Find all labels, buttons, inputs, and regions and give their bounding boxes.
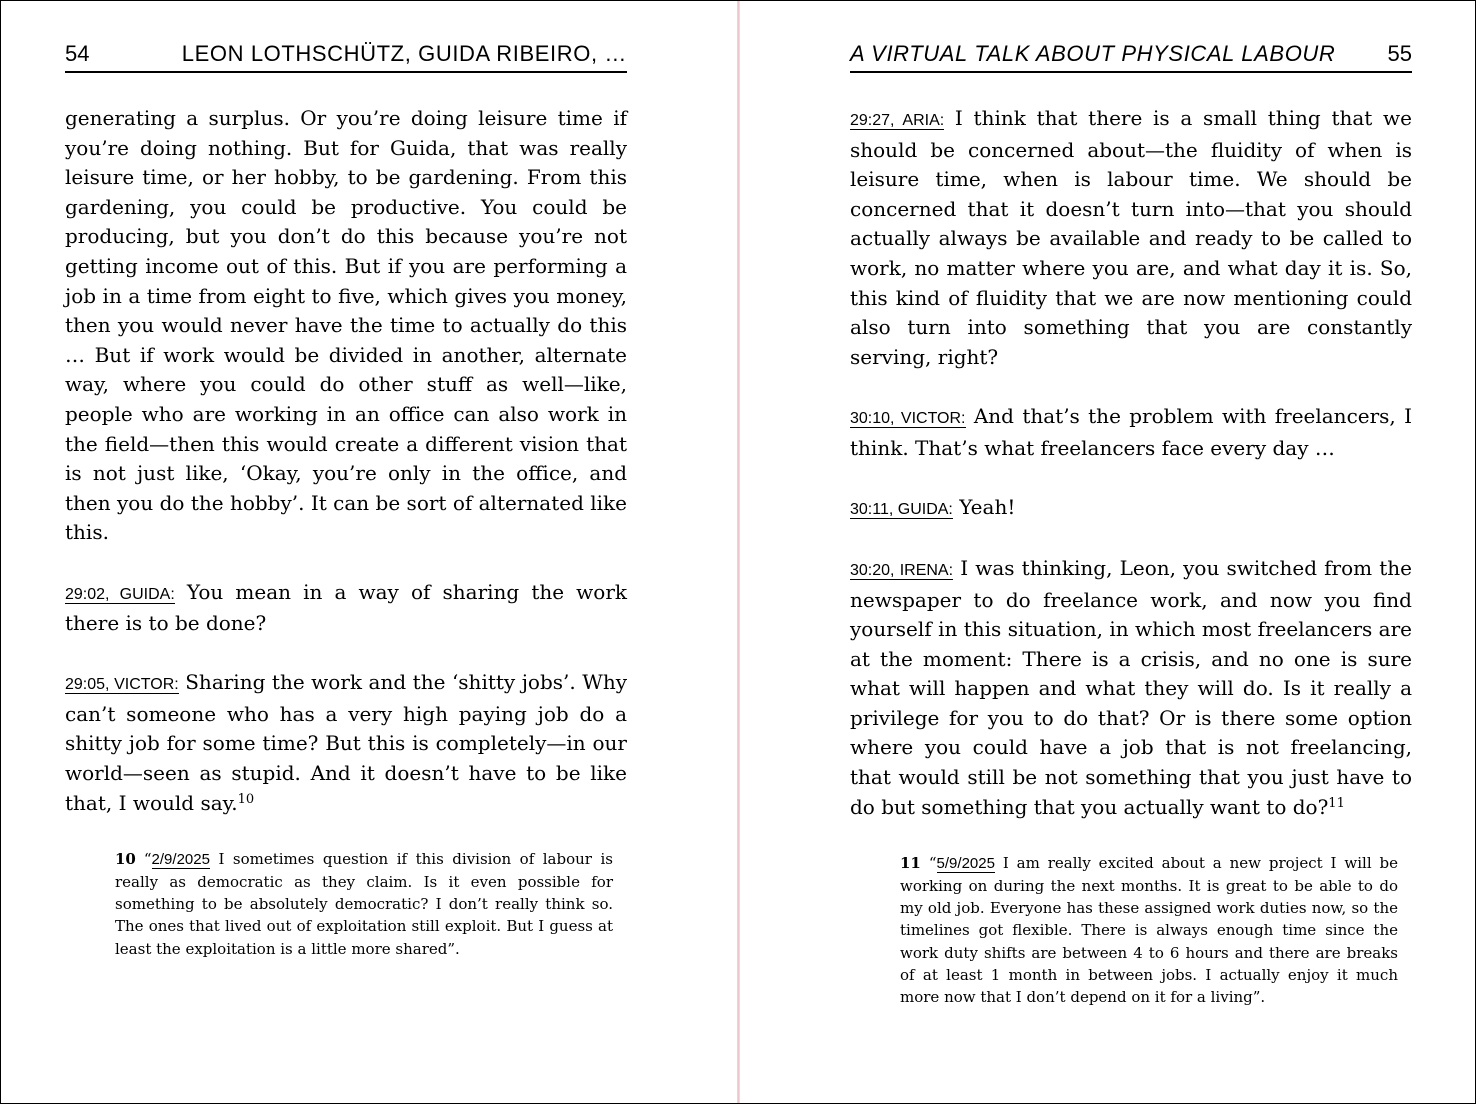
footnote-reference[interactable]: 11 bbox=[1328, 795, 1345, 811]
left-running-head bbox=[65, 39, 627, 73]
running-head-title: A VIRTUAL TALK ABOUT PHYSICAL LABOUR bbox=[850, 41, 1336, 66]
footnote-date: 2/9/2025 bbox=[151, 850, 210, 868]
paragraph bbox=[65, 104, 627, 548]
footnote: 10 “2/9/2025 I sometimes question if this division of labour is really as democratic as they claim. Is it even possible for something to be absolutely democratic? I don’t really think so. The ones that lived out of exploitation still exploit. But I guess at least the exploitation is a little more shared”. bbox=[115, 849, 613, 958]
footnote: 11 “5/9/2025 I am really excited about a new project I will be working on during the next months. It is great to be able to do my old job. Everyone has these assigned work duties now, so the timelines got flexible. There is always enough time since the work duty shifts are between 4 to 6 hours and there are breaks of at least 1 month in between jobs. I actually enjoy it much more now that I don’t depend on it for a living”. bbox=[900, 853, 1398, 1007]
page-number: 55 bbox=[1387, 41, 1412, 66]
speaker-timestamp: 30:10, VICTOR: bbox=[850, 409, 966, 427]
page-number: 54 bbox=[65, 41, 90, 66]
left-body-text bbox=[65, 104, 627, 989]
dialogue-turn bbox=[65, 668, 627, 818]
footnote-text: I am really excited about a new project I will be working on during the next months. It is great to be able to do my old job. Everyone has these assigned work duties now, so the timelines got flexible. There is always enough time since the work duty shifts are between 4 to 6 hours and there are breaks of at least 1 month in between jobs. I actually enjoy it much more now that I don’t depend on it for a living”. bbox=[900, 853, 1398, 1007]
speaker-timestamp: 30:11, GUIDA: bbox=[850, 500, 953, 518]
dialogue-turn bbox=[65, 578, 627, 639]
running-head-authors: LEON LOTHSCHÜTZ, GUIDA RIBEIRO, … bbox=[181, 41, 627, 66]
dialogue-turn bbox=[850, 554, 1412, 822]
dialogue-text: You mean in a way of sharing the work there is to be done? bbox=[65, 579, 628, 636]
right-running-head bbox=[850, 39, 1412, 73]
speaker-timestamp: 30:20, IRENA: bbox=[850, 561, 954, 579]
dialogue-text: I think that there is a small thing that we should be concerned about—the fluidity of when is leisure time, when is labour time. We should be concerned that it doesn’t turn into—that you should actually always be available and ready to be called to work, no matter where you are, and what day it is. So, this kind of fluidity that we are now mentioning could also turn into something that you are constantly serving, right? bbox=[850, 106, 1412, 369]
book-gutter bbox=[737, 1, 740, 1103]
right-body-text bbox=[850, 104, 1412, 1038]
dialogue-text: I was thinking, Leon, you switched from the newspaper to do freelance work, and now you find yourself in this situation, in which most freelancers are at the moment: There is a crisis, and no one is sure what will happen and what they will do. Is it really a privilege for you to do that? Or is there some option where you could have a job that is not freelancing, that would still be not something that you just have to do but something that you actually want to do? bbox=[850, 555, 1412, 819]
footnote-reference[interactable]: 10 bbox=[237, 791, 255, 807]
dialogue-turn bbox=[850, 104, 1412, 372]
dialogue-turn bbox=[850, 493, 1412, 525]
dialogue-text: Sharing the work and the ‘shitty jobs’. Why can’t someone who has a very high paying job do a shitty job for some time? But this is completely—in our world—seen as stupid. And it doesn’t have to be like that, I would say. bbox=[65, 670, 628, 815]
dialogue-turn bbox=[850, 402, 1412, 463]
speaker-timestamp: 29:05, VICTOR: bbox=[65, 676, 179, 694]
right-page bbox=[850, 1, 1412, 1103]
footnote-number: 10 bbox=[115, 849, 136, 868]
dialogue-text: And that’s the problem with freelancers, I think. That’s what freelancers face every day … bbox=[850, 403, 1413, 460]
paragraph-text: generating a surplus. Or you’re doing leisure time if you’re doing nothing. But for Guida, that was really leisure time, or her hobby, to be gardening. From this gardening, you could be productive. You could be producing, but you don’t do this because you’re not getting income out of this. But if you are performing a job in a time from eight to five, which gives you money, then you would never have the time to actually do this … But if work would be divided in another, alternate way, where you could do other stuff as well—like, people who are working in an office can also work in the field—then this would create a different vision that is not just like, ‘Okay, you’re only in the office, and then you do the hobby’. It can be sort of alternated like this. bbox=[65, 106, 627, 545]
speaker-timestamp: 29:27, ARIA: bbox=[850, 112, 945, 129]
left-page bbox=[65, 1, 627, 1103]
dialogue-text: Yeah! bbox=[959, 494, 1016, 519]
footnote-number: 11 bbox=[900, 853, 921, 872]
footnote-date: 5/9/2025 bbox=[936, 854, 995, 872]
speaker-timestamp: 29:02, GUIDA: bbox=[65, 585, 175, 603]
footnote-text: I sometimes question if this division of labour is really as democratic as they claim. Is it even possible for something to be absolutely democratic? I don’t really think so. The ones that lived out of exploitation still exploit. But I guess at least the exploitation is a little more shared”. bbox=[115, 849, 613, 958]
